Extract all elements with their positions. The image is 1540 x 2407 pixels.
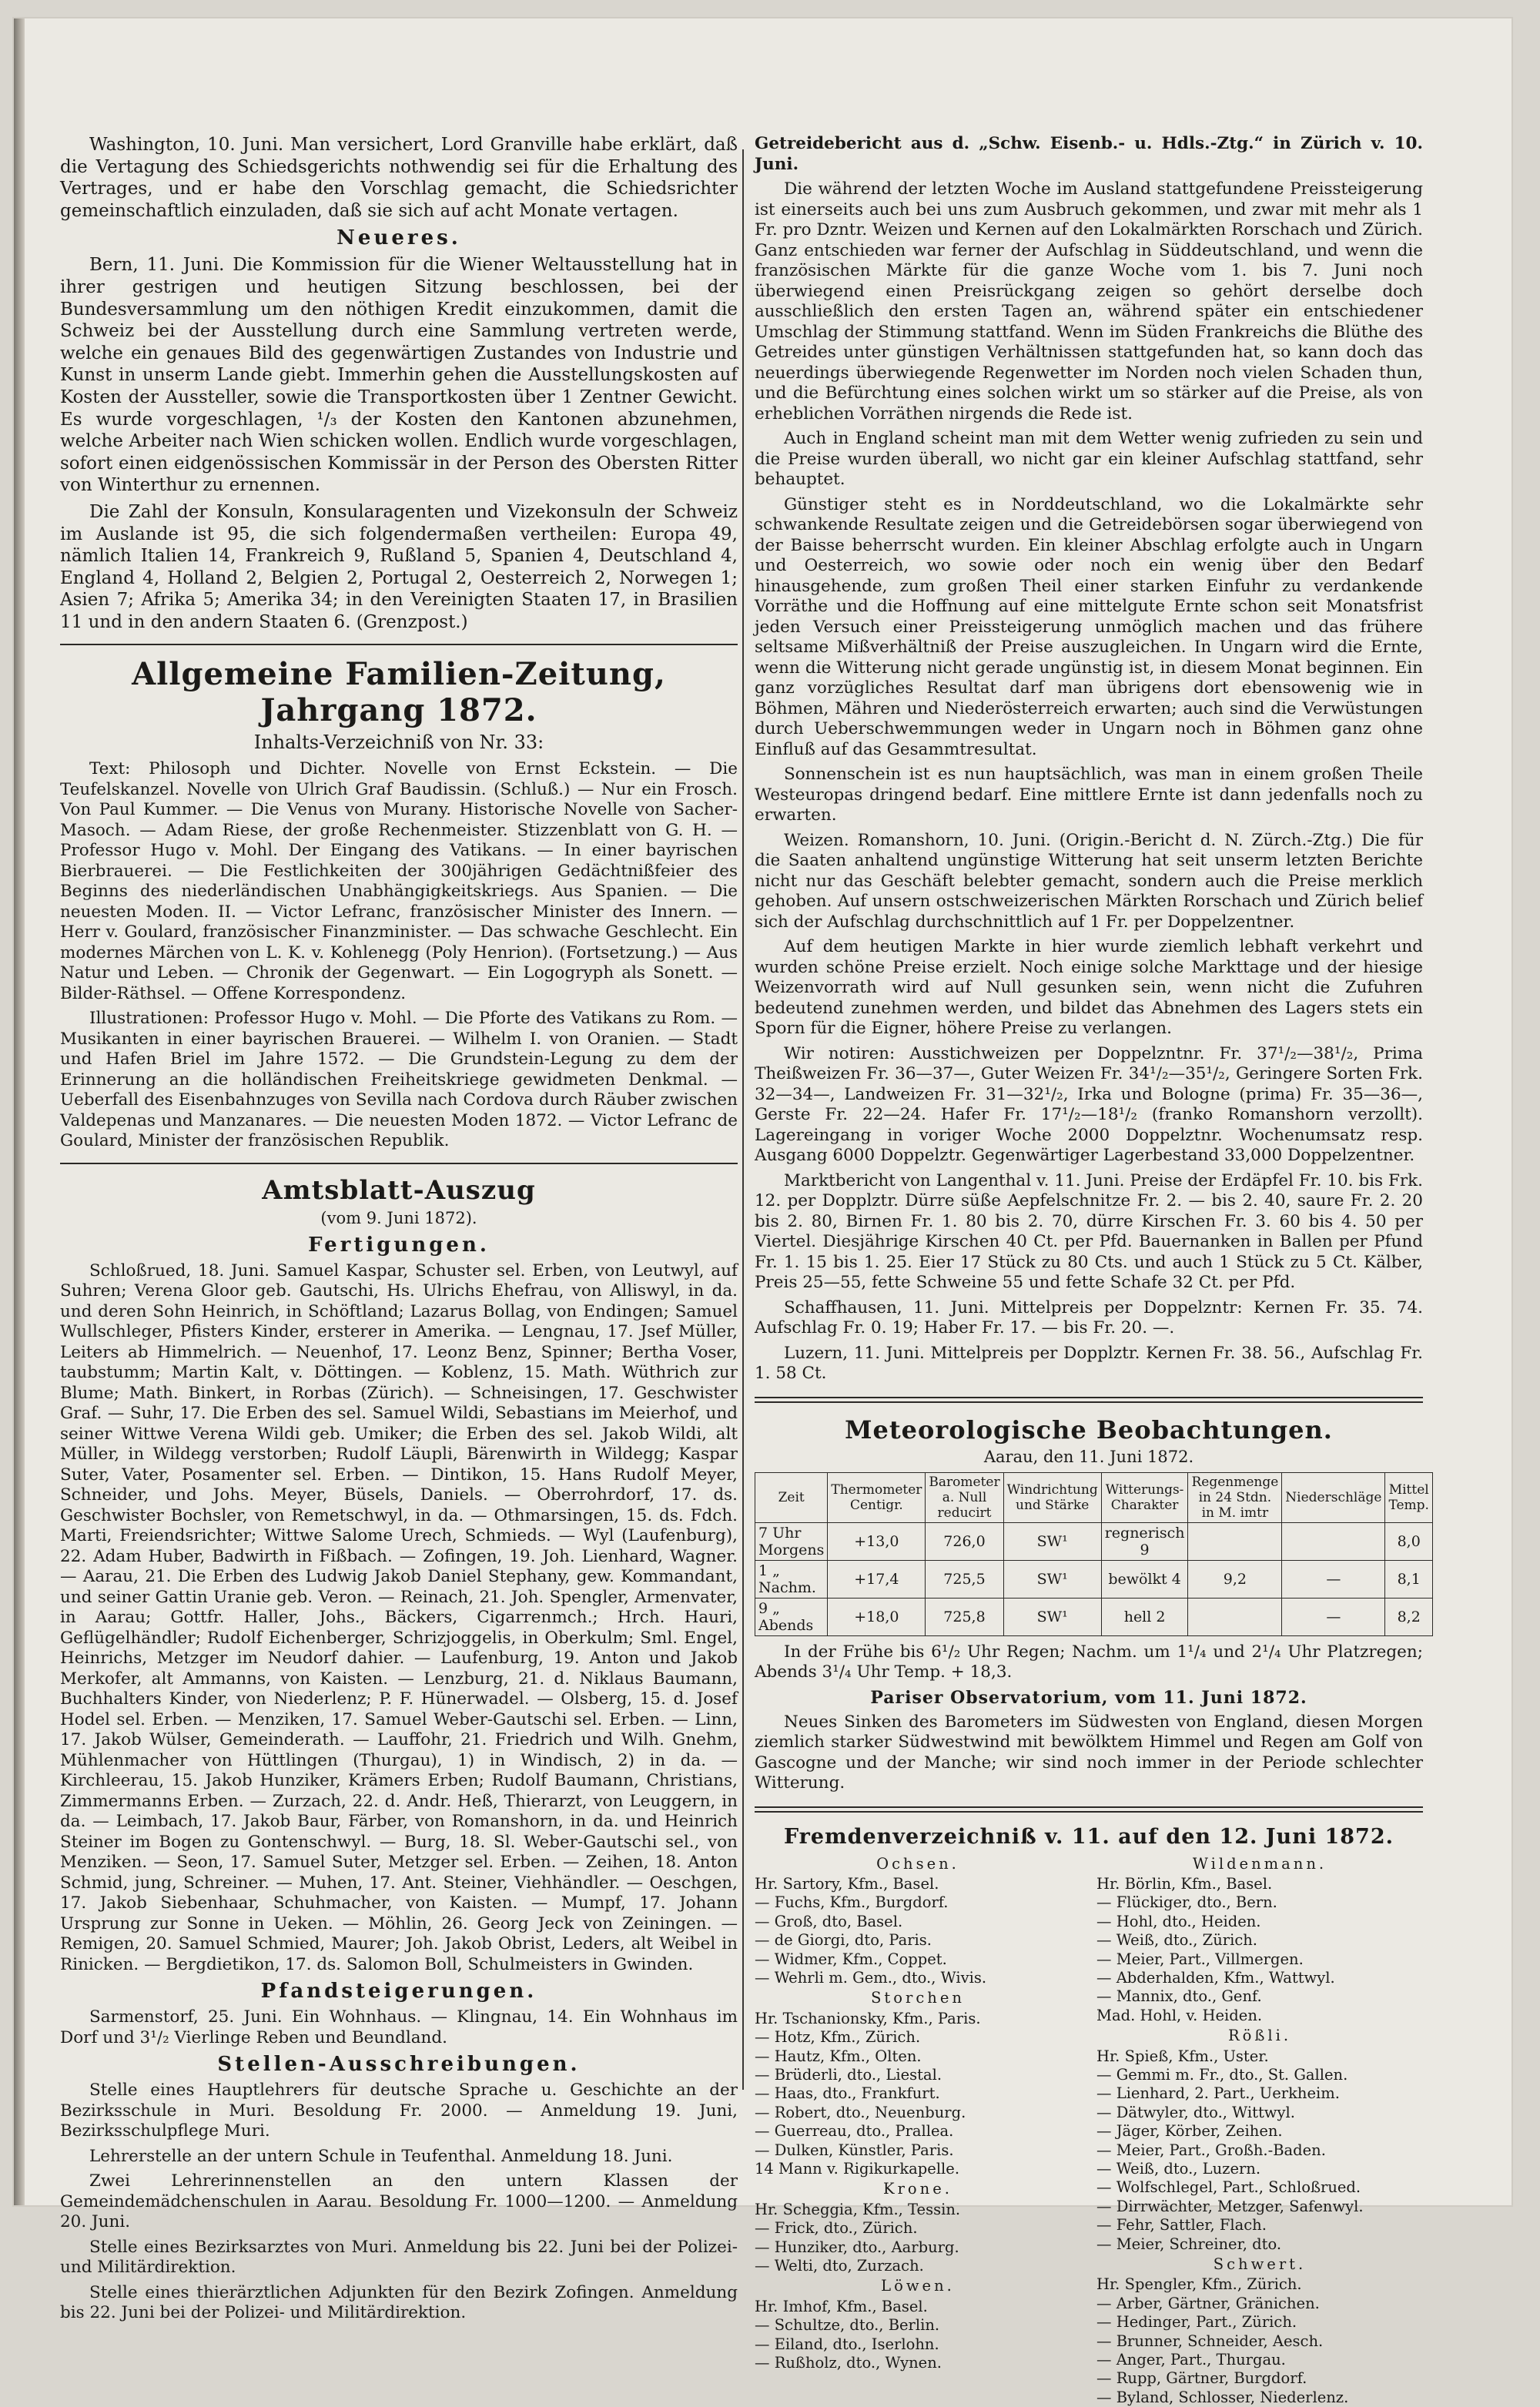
cell-mittel: 8,0 [1385, 1522, 1432, 1560]
guest-entry: 14 Mann v. Rigikurkapelle. [755, 2160, 1081, 2178]
guest-entry: — Jäger, Körber, Zeihen. [1096, 2122, 1423, 2141]
guest-entry: — Hunziker, dto., Aarburg. [755, 2238, 1081, 2257]
weizen-para-1: Weizen. Romanshorn, 10. Juni. (Origin.-Bericht d. N. Zürch.-Ztg.) Die für die Saaten anhaltend ungünstige Witterung hat seit unserm letzten Berichte nicht nur das Geschäft belebter gemacht, sondern auch die Preise merklich gehoben. Auf unsern ostschweizerischen Märkten Rorschach und Zürich belief sich der Aufschlag durchschnittlich auf 1 Fr. per Doppelzentner. [755, 831, 1423, 933]
guest-list [755, 1853, 1423, 2407]
col-niederschlaege: Niederschläge [1282, 1472, 1385, 1522]
article-bern-2: Die Zahl der Konsuln, Konsularagenten und Vizekonsuln der Schweiz im Auslande ist 95, die sich folgendermaßen vertheilen: Europa 49, nämlich Italien 14, Frankreich 9, Rußland 5, Spanien 4, Deutschland 4, England 4, Holland 2, Belgien 2, Portugal 2, Oesterreich 2, Norwegen 1; Asien 7; Afrika 5; Amerika 34; in den Vereinigten Staaten 17, in Brasilien 11 und in den andern Staaten 6. (Grenzpost.) [60, 501, 738, 634]
guest-list-left [755, 1853, 1081, 2407]
guest-entry: — Anger, Part., Thurgau. [1096, 2351, 1423, 2369]
section-rule [60, 1163, 738, 1164]
amtsblatt-date: (vom 9. Juni 1872). [60, 1209, 738, 1227]
col-wind: Windrichtung und Stärke [1003, 1472, 1101, 1522]
weizen-para-3: Wir notiren: Ausstichweizen per Doppelzntnr. Fr. 37¹/₂—38¹/₂, Prima Theißweizen Fr. 36—37—, Guter Weizen Fr. 34¹/₂—35¹/₂, Geringere Sorten Frk. 32—34—, Landweizen Fr. 31—32¹/₂, Irka und Bologne (prima) Fr. 35—36—, Gerste Fr. 22—24. Hafer Fr. 17¹/₂—18¹/₂ (franko Romanshorn verzollt). Lagereingang in voriger Woche 2000 Doppelztnr. Wochenumsatz resp. Ausgang 6000 Doppelztr. Gegenwärtiger Lagerbestand 33,000 Doppelzentner. [755, 1044, 1423, 1167]
section-double-rule [755, 1397, 1423, 1403]
guest-list-right [1096, 1853, 1423, 2407]
meteo-note: In der Frühe bis 6¹/₂ Uhr Regen; Nachm. um 1¹/₄ und 2¹/₄ Uhr Platzregen; Abends 3¹/₄ Uhr Temp. + 18,3. [755, 1642, 1423, 1683]
cell-witterung: hell 2 [1101, 1598, 1188, 1635]
guest-entry: — Dirrwächter, Metzger, Safenwyl. [1096, 2198, 1423, 2216]
schaffhausen-report: Schaffhausen, 11. Juni. Mittelpreis per Doppelzntr: Kernen Fr. 35. 74. Aufschlag Fr. 0. 19; Haber Fr. 17. — bis Fr. 20. —. [755, 1298, 1423, 1339]
guest-entry: Mad. Hohl, v. Heiden. [1096, 2007, 1423, 2025]
guest-entry: — Byland, Schlosser, Niederlenz. [1096, 2389, 1423, 2407]
guest-entry: — Hedinger, Part., Zürich. [1096, 2313, 1423, 2332]
guest-entry: — Dulken, Künstler, Paris. [755, 2141, 1081, 2160]
cell-thermo: +13,0 [828, 1522, 926, 1560]
weizen-para-2: Auf dem heutigen Markte in hier wurde ziemlich lebhaft verkehrt und wurden schöne Preise erzielt. Noch einige solche Markttage und der hiesige Weizenvorrath wird auf Null gesunken sein, wenn nicht die Zufuhren bedeutend zunehmen werden, und bildet das Abnehmen des Lagers stets ein Sporn für die Eigner, höhere Preise zu verlangen. [755, 937, 1423, 1039]
guest-entry: Hr. Spengler, Kfm., Zürich. [1096, 2275, 1423, 2294]
pfandsteigerungen-text: Sarmenstorf, 25. Juni. Ein Wohnhaus. — Klingnau, 14. Ein Wohnhaus im Dorf und 3¹/₂ Vierlinge Reben und Beundland. [60, 2007, 738, 2048]
guest-hotel-heading: Krone. [755, 2180, 1081, 2198]
guest-entry: — Rupp, Gärtner, Burgdorf. [1096, 2369, 1423, 2388]
stelle-2: Lehrerstelle an der untern Schule in Teufenthal. Anmeldung 18. Juni. [60, 2147, 738, 2168]
cell-zeit: 1 „ Nachm. [755, 1560, 828, 1598]
guest-entry: Hr. Sartory, Kfm., Basel. [755, 1875, 1081, 1893]
col-barometer: Barometer a. Null reducirt [926, 1472, 1003, 1522]
guest-entry: — Fuchs, Kfm., Burgdorf. [755, 1893, 1081, 1912]
guest-entry: — Abderhalden, Kfm., Wattwyl. [1096, 1969, 1423, 1987]
guest-hotel-heading: Löwen. [755, 2277, 1081, 2295]
cell-witterung: regnerisch 9 [1101, 1522, 1188, 1560]
guest-entry: — Wehrli m. Gem., dto., Wivis. [755, 1969, 1081, 1987]
cell-baro: 726,0 [926, 1522, 1003, 1560]
heading-fremdenverzeichnis: Fremdenverzeichniß v. 11. auf den 12. Juni 1872. [755, 1825, 1423, 1849]
guest-entry: Hr. Spieß, Kfm., Uster. [1096, 2047, 1423, 2066]
guest-entry: — Schultze, dto., Berlin. [755, 2316, 1081, 2335]
page-spine-shadow [14, 18, 25, 2205]
fertigungen-text: Schloßrued, 18. Juni. Samuel Kaspar, Schuster sel. Erben, von Leutwyl, auf Suhren; Verena Gloor geb. Gautschi, Hs. Ulrichs Ehefrau, von Alliswyl, in da. und deren Sohn Heinrich, in Schöftland; Lazarus Bollag, von Endingen; Samuel Wullschleger, Pfisters Kinder, ersterer in Amerika. — Lengnau, 17. Jsef Müller, Leiters ab Himmelrich. — Neuenhof, 17. Leonz Benz, Spinner; Bertha Voser, taubstumm; Martin Kalt, v. Döttingen. — Koblenz, 15. Math. Wüthrich zur Blume; Math. Binkert, in Rorbas (Zürich). — Schneisingen, 17. Geschwister Graf. — Suhr, 17. Die Erben des sel. Samuel Wildi, Sebastians im Meierhof, und seiner Wittwe Verena Wildi geb. Umiker; die Erben des sel. Jakob Wildi, alt Müller, in Wildegg verstorben; Rudolf Läupli, Bärenwirth in Wildegg; Kaspar Suter, Vater, Posamenter sel. Erben. — Dintikon, 15. Hans Rudolf Meyer, Schneider, und Johs. Meyer, Büsels, Daniels. — Oberrohrdorf, 17. ds. Geschwister Bochsler, von Remetschwyl, in da. — Othmarsingen, 15. ds. Fdch. Marti, Freiendsrichter; Wittwe Salome Urech, Schmieds. — Wyl (Laufenburg), 22. Adam Huber, Badwirth in Fißbach. — Zofingen, 19. Joh. Lienhard, Wagner. — Aarau, 21. Die Erben des Ludwig Jakob Daniel Stephany, gew. Kommandant, und seiner Gattin Uranie geb. Veron. — Reinach, 21. Joh. Spengler, Armenvater, in Aarau; Gottfr. Haller, Johs., Bäckers, Cigarrenmch.; Hrch. Hauri, Geflügelhändler; Rudolf Eichenberger, Schrizjoggelis, in Oberkulm; Sml. Engel, Heinrichs, Metzger im Neudorf dahier. — Laufenburg, 19. Anton und Jakob Merkofer, alt Ammanns, von Kaisten. — Lenzburg, 21. d. Niklaus Baumann, Buchhalters Kinder, von Niederlenz; P. F. Hünerwadel. — Olsberg, 15. d. Josef Hodel sel. Erben. — Menziken, 17. Samuel Weber-Gautschi sel. Erben. — Linn, 17. Jakob Wülser, Gemeinderath. — Lauffohr, 21. Friedrich und Wilh. Gnehm, Mühlenmacher von Hüttlingen (Thurgau), 1) in Windisch, 2) in da. — Kirchleerau, 15. Jakob Hunziker, Krämers Erben; Rudolf Baumann, Christians, Zimmermanns Erben. — Zurzach, 22. d. Andr. Heß, Thierarzt, von Leuggern, in da. — Leimbach, 17. Jakob Baur, Färber, von Romanshorn, in da. und Heinrich Steiner im Bogen zu Gontenschwyl. — Burg, 18. Sl. Weber-Gautschi sel., von Menziken. — Seon, 17. Samuel Suter, Metzger sel. Erben. — Zeihen, 18. Anton Schmid, jung, Schreiner. — Muhen, 17. Ant. Steiner, Viehhändler. — Oeschgen, 17. Jakob Siebenhaar, Schuhmacher, von Kaisten. — Mumpf, 17. Johann Ursprung zur Sonne in Ueken. — Möhlin, 26. Georg Jeck von Zeiningen. — Remigen, 20. Samuel Schmied, Maurer; Joh. Jakob Obrist, Leders, alt Weibel in Rinicken. — Bergdietikon, 17. ds. Salomon Boll, Schulmeisters in Gwinden. [60, 1261, 738, 1976]
guest-entry: — Wolfschlegel, Part., Schloßrued. [1096, 2178, 1423, 2197]
langenthal-report: Marktbericht von Langenthal v. 11. Juni. Preise der Erdäpfel Fr. 10. bis Frk. 12. per Dopplztr. Dürre süße Aepfelschnitze Fr. 2. — bis 2. 40, saure Fr. 2. 20 bis 2. 80, Birnen Fr. 1. 80 bis 2. 70, dürre Kirschen Fr. 3. 60 bis 4. 50 per Viertel. Diesjährige Kirschen 40 Ct. per Pfd. Bauernanken in Ballen per Pfund Fr. 1. 15 bis 1. 25. Eier 17 Stück zu 80 Cts. und auch 1 Stück zu 5 Ct. Kälber, Preis 25—55, fette Schweine 55 und fette Schafe 32 Ct. per Pfd. [755, 1171, 1423, 1294]
luzern-report: Luzern, 11. Juni. Mittelpreis per Dopplztr. Kernen Fr. 38. 56., Aufschlag Fr. 1. 58 Ct. [755, 1344, 1423, 1384]
meteo-place-date: Aarau, den 11. Juni 1872. [755, 1448, 1423, 1466]
cell-wind: SW¹ [1003, 1598, 1101, 1635]
guest-entry: — Rußholz, dto., Wynen. [755, 2354, 1081, 2372]
familien-subtitle: Inhalts-Verzeichniß von Nr. 33: [60, 731, 738, 753]
guest-entry: — Guerreau, dto., Prallea. [755, 2122, 1081, 2141]
newspaper-page [14, 18, 1512, 2205]
guest-entry: — Welti, dto, Zurzach. [755, 2257, 1081, 2275]
cell-mittel: 8,2 [1385, 1598, 1432, 1635]
guest-entry: — Dätwyler, dto., Wittwyl. [1096, 2104, 1423, 2122]
paris-report: Neues Sinken des Barometers im Südwesten von England, diesen Morgen ziemlich starker Südwestwind mit bewölktem Himmel und Regen am Golf von Gascogne und der Manche; wir sind noch immer in der Periode schlechter Witterung. [755, 1712, 1423, 1794]
col-regenmenge: Regenmenge in 24 Stdn. in M. imtr [1188, 1472, 1282, 1522]
section-rule [60, 644, 738, 645]
guest-entry: — Groß, dto, Basel. [755, 1913, 1081, 1931]
col-mittel: Mittel Temp. [1385, 1472, 1432, 1522]
weather-row-evening [755, 1598, 1433, 1635]
guest-hotel-heading: Wildenmann. [1096, 1855, 1423, 1873]
guest-entry: — Frick, dto., Zürich. [755, 2219, 1081, 2238]
heading-meteorologische: Meteorologische Beobachtungen. [755, 1415, 1423, 1445]
guest-entry: — Weiß, dto., Zürich. [1096, 1931, 1423, 1950]
weather-row-morning [755, 1522, 1433, 1560]
guest-hotel-heading: Schwert. [1096, 2255, 1423, 2274]
col-zeit: Zeit [755, 1472, 828, 1522]
guest-entry: Hr. Börlin, Kfm., Basel. [1096, 1875, 1423, 1893]
right-column [755, 134, 1423, 2136]
guest-entry: — Mannix, dto., Genf. [1096, 1987, 1423, 2006]
guest-entry: — Meier, Part., Großh.-Baden. [1096, 2141, 1423, 2160]
guest-entry: — Fehr, Sattler, Flach. [1096, 2216, 1423, 2235]
left-column [60, 134, 738, 2136]
cell-thermo: +17,4 [828, 1560, 926, 1598]
getreide-para-2: Auch in England scheint man mit dem Wetter wenig zufrieden zu sein und die Preise wurden überall, wo nicht gar ein kleiner Aufschlag stattfand, sehr behauptet. [755, 429, 1423, 490]
guest-entry: — Weiß, dto., Luzern. [1096, 2160, 1423, 2178]
cell-zeit: 7 Uhr Morgens [755, 1522, 828, 1560]
section-double-rule [755, 1806, 1423, 1813]
guest-entry: — Hautz, Kfm., Olten. [755, 2047, 1081, 2066]
guest-entry: — Flückiger, dto., Bern. [1096, 1893, 1423, 1912]
stelle-5: Stelle eines thierärztlichen Adjunkten für den Bezirk Zofingen. Anmeldung bis 22. Juni bei der Polizei- und Militärdirektion. [60, 2283, 738, 2324]
stelle-1: Stelle eines Hauptlehrers für deutsche Sprache u. Geschichte an der Bezirksschule in Muri. Besoldung Fr. 2000. — Anmeldung 19. Juni, Bezirksschulpflege Muri. [60, 2081, 738, 2142]
article-washington: Washington, 10. Juni. Man versichert, Lord Granville habe erklärt, daß die Vertagung des Schiedsgerichts nothwendig sei für die Erhaltung des Vertrages, und er habe den Vorschlag gemacht, die Schiedsrichter gemeinschaftlich einzuladen, daß sie sich auf acht Monate vertagen. [60, 134, 738, 222]
column-divider [742, 149, 744, 2090]
guest-entry: — Lienhard, 2. Part., Uerkheim. [1096, 2084, 1423, 2103]
heading-pariser-observatorium: Pariser Observatorium, vom 11. Juni 1872. [755, 1688, 1423, 1708]
article-bern-1: Bern, 11. Juni. Die Kommission für die Wiener Weltausstellung hat in ihrer gestrigen und heutigen Sitzung beschlossen, bei der Bundesversammlung um den nöthigen Kredit einzukommen, damit die Schweiz bei der Ausstellung durch eine Sammlung vertreten werde, welche ein genaues Bild des gegenwärtigen Zustandes von Industrie und Kunst in unserm Lande giebt. Immerhin gehen die Ausstellungskosten auf Kosten der Aussteller, sowie die Transportkosten über 1 Zentner Gewicht. Es wurde vorgeschlagen, ¹/₃ der Kosten den Kantonen abzunehmen, welche Arbeiter nach Wien schicken wollen. Endlich wurde vorgeschlagen, sofort einen eidgenössischen Kommissär in der Person des Obersten Ritter von Winterthur zu ernennen. [60, 254, 738, 497]
guest-hotel-heading: Storchen [755, 1989, 1081, 2007]
cell-baro: 725,5 [926, 1560, 1003, 1598]
familien-illustrations: Illustrationen: Professor Hugo v. Mohl. — Die Pforte des Vatikans zu Rom. — Musikanten in einer bayrischen Brauerei. — Wilhelm I. von Oranien. — Stadt und Hafen Briel im Jahre 1572. — Die Grundstein-Legung zu dem der Erinnerung an die holländischen Freiheitskriege gewidmeten Denkmal. — Ueberfall des Eisenbahnzuges von Sevilla nach Cordova durch Räuber zwischen Valdepenas und Manzanares. — Die neuesten Moden 1872. — Victor Lefranc de Goulard, Minister der französischen Republik. [60, 1009, 738, 1152]
cell-thermo: +18,0 [828, 1598, 926, 1635]
guest-entry: — Robert, dto., Neuenburg. [755, 2104, 1081, 2122]
cell-nieder [1282, 1522, 1385, 1560]
heading-pfandsteigerungen: Pfandsteigerungen. [60, 1980, 738, 2003]
heading-amtsblatt: Amtsblatt-Auszug [60, 1175, 738, 1206]
weather-row-afternoon [755, 1560, 1433, 1598]
guest-entry: — Gemmi m. Fr., dto., St. Gallen. [1096, 2066, 1423, 2084]
guest-entry: — Arber, Gärtner, Gränichen. [1096, 2295, 1423, 2313]
guest-entry: — Brüderli, dto., Liestal. [755, 2066, 1081, 2084]
guest-entry: — Meier, Part., Villmergen. [1096, 1950, 1423, 1969]
getreide-para-1: Die während der letzten Woche im Ausland stattgefundene Preissteigerung ist einerseits auch bei uns zum Ausbruch gekommen, und zwar mit mehr als 1 Fr. pro Dzntr. Weizen und Kernen auf den Lokalmärkten Rorschach und Zürich. Ganz entschieden war ferner der Aufschlag in Süddeutschland, und wenn die französischen Märkte für die ganze Woche vom 1. bis 7. Juni noch überwiegend einen Preisrückgang zeigen so gehört derselbe doch ausschließlich den ersten Tagen an, während später ein entschiedener Umschlag der Stimmung stattfand. Wenn im Süden Frankreichs die Blüthe des Getreides unter günstigen Verhältnissen stattgefunden hat, so kann doch das neuerdings überwiegende Regenwetter im Norden noch vielen Schaden thun, und die Befürchtung eines solchen wirkt um so stärker auf die Preise, als von erheblichen Vorräthen nirgends die Rede ist. [755, 179, 1423, 424]
cell-wind: SW¹ [1003, 1560, 1101, 1598]
heading-familien-zeitung: Allgemeine Familien-Zeitung, Jahrgang 1872. [60, 656, 738, 728]
guest-entry: — Brunner, Schneider, Aesch. [1096, 2332, 1423, 2351]
guest-entry: Hr. Scheggia, Kfm., Tessin. [755, 2201, 1081, 2219]
familien-contents: Text: Philosoph und Dichter. Novelle von Ernst Eckstein. — Die Teufelskanzel. Novelle von Ulrich Graf Baudissin. (Schluß.) — Nur ein Frosch. Von Paul Kummer. — Die Venus von Murany. Historische Novelle von Sacher-Masoch. — Adam Riese, der große Rechenmeister. Stizzenblatt von G. H. — Professor Hugo v. Mohl. Der Eingang des Vatikans. — In einer bayrischen Bierbrauerei. — Die Festlichkeiten der 300jährigen Gedächtnißfeier des Beginns des niederländischen Unabhängigkeitskriegs. Aus Spanien. — Die neuesten Moden. II. — Victor Lefranc, französischer Minister des Innern. — Herr v. Goulard, französischer Finanzminister. — Das schwache Geschlecht. Ein modernes Märchen von L. K. v. Kohlenegg (Poly Henrion). (Fortsetzung.) — Aus Natur und Leben. — Chronik der Gegenwart. — Ein Logogryph als Sonett. — Bilder-Räthsel. — Offene Korrespondenz. [60, 759, 738, 1004]
getreide-heading: Getreidebericht aus d. „Schw. Eisenb.- u. Hdls.-Ztg.“ in Zürich v. 10. Juni. [755, 134, 1423, 175]
cell-regen: 9,2 [1188, 1560, 1282, 1598]
stelle-3: Zwei Lehrerinnenstellen an den untern Klassen der Gemeindemädchenschulen in Aarau. Besoldung Fr. 1000—1200. — Anmeldung 20. Juni. [60, 2171, 738, 2233]
cell-mittel: 8,1 [1385, 1560, 1432, 1598]
guest-entry: — Meier, Schreiner, dto. [1096, 2235, 1423, 2254]
cell-zeit: 9 „ Abends [755, 1598, 828, 1635]
getreide-para-3: Günstiger steht es in Norddeutschland, wo die Lokalmärkte sehr schwankende Resultate zeigen und die Getreidebörsen sogar überwiegend von der Baisse beherrscht wurden. Ein kleiner Abschlag erfolgte auch in Ungarn und Oesterreich, wo sowie oder noch ein wenig über den Bedarf hinausgehende, zum großen Theil einer starken Einfuhr zu verdankende Vorräthe und die Hoffnung auf eine mittelgute Ernte schon seit Monatsfrist jeden Versuch einer Preissteigerung unmöglich machen und das frühere seltsame Mißverhältniß der Preise auszugleichen. In Ungarn wird die Ernte, wenn die Witterung nicht gerade ungünstig ist, in diesem Monat beginnen. Ein ganz vorzügliches Resultat darf man übrigens dort ebensowenig wie in Böhmen, Mähren und Niederösterreich erwarten; auch sind die Verwüstungen durch Ueberschwemmungen weder in Ungarn noch in Böhmen ganz ohne Einfluß auf das Gesammtresultat. [755, 495, 1423, 761]
heading-neueres: Neueres. [60, 226, 738, 249]
weather-table-header [755, 1472, 1433, 1522]
guest-entry: — Hohl, dto., Heiden. [1096, 1913, 1423, 1931]
cell-baro: 725,8 [926, 1598, 1003, 1635]
cell-regen [1188, 1522, 1282, 1560]
cell-wind: SW¹ [1003, 1522, 1101, 1560]
col-witterung: Witterungs-Charakter [1101, 1472, 1188, 1522]
guest-entry: — de Giorgi, dto, Paris. [755, 1931, 1081, 1950]
stelle-4: Stelle eines Bezirksarztes von Muri. Anmeldung bis 22. Juni bei der Polizei- und Militärdirektion. [60, 2238, 738, 2278]
cell-nieder: — [1282, 1598, 1385, 1635]
guest-entry: Hr. Imhof, Kfm., Basel. [755, 2298, 1081, 2316]
getreide-para-4: Sonnenschein ist es nun hauptsächlich, was man in einem großen Theile Westeuropas dringend bedarf. Eine mittlere Ernte ist dann jedenfalls noch zu erwarten. [755, 765, 1423, 826]
guest-entry: Hr. Tschanionsky, Kfm., Paris. [755, 2010, 1081, 2028]
weather-table [755, 1472, 1433, 1636]
cell-witterung: bewölkt 4 [1101, 1560, 1188, 1598]
guest-entry: — Hotz, Kfm., Zürich. [755, 2028, 1081, 2047]
guest-hotel-heading: Ochsen. [755, 1855, 1081, 1873]
heading-fertigungen: Fertigungen. [60, 1234, 738, 1257]
guest-entry: — Widmer, Kfm., Coppet. [755, 1950, 1081, 1969]
col-thermometer: Thermometer Centigr. [828, 1472, 926, 1522]
heading-stellen: Stellen-Ausschreibungen. [60, 2053, 738, 2076]
guest-entry: — Eiland, dto., Iserlohn. [755, 2335, 1081, 2354]
guest-entry: — Haas, dto., Frankfurt. [755, 2084, 1081, 2103]
cell-regen [1188, 1598, 1282, 1635]
guest-hotel-heading: Rößli. [1096, 2027, 1423, 2045]
cell-nieder: — [1282, 1560, 1385, 1598]
